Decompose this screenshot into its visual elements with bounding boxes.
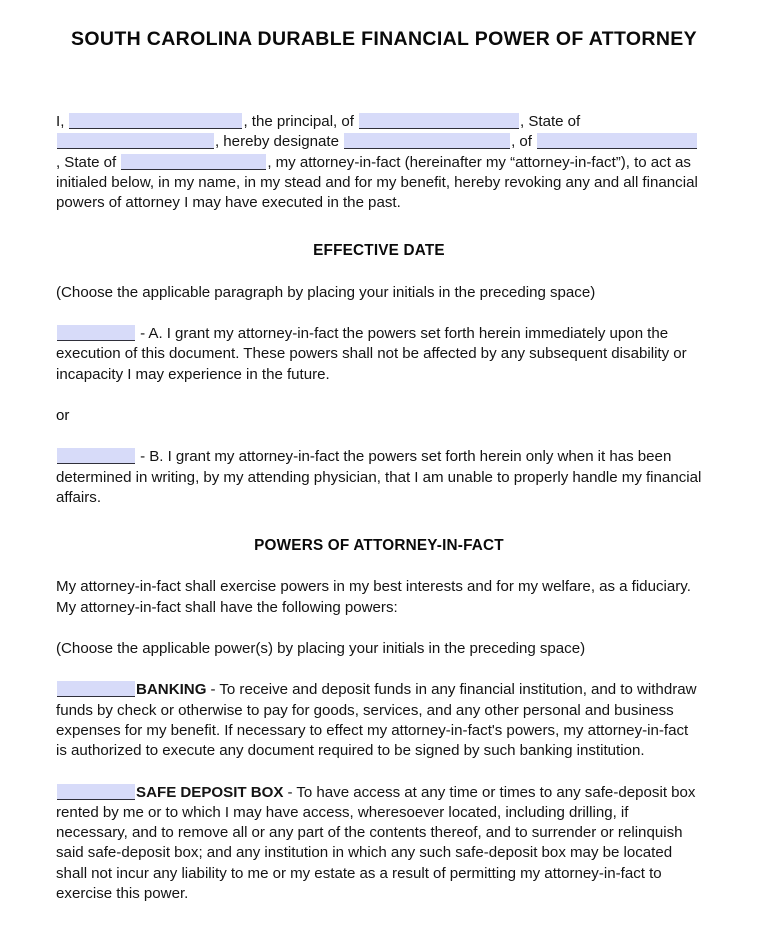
intro-segment-6: , State of [56,153,121,171]
powers-lead-paragraph: My attorney-in-fact shall exercise powers in my best interests and for my welfare, as a fiduciary. My attorney-in-fact shall have the following powers: [56,578,691,616]
intro-segment-3: , State of [520,113,581,130]
intro-segment-7: , my attorney-in-fact (hereinafter my “attorney-in-fact”), to act as initialed below, in my name, in my stead and for my benefit, hereby revoking any and all financial powers of attorney I may have executed in the past. [56,153,698,212]
banking-label: BANKING [136,681,207,699]
principal-state-field[interactable] [57,133,214,149]
powers-instruction: (Choose the applicable power(s) by placing your initials in the preceding space) [56,640,586,658]
option-a-initials-field[interactable] [57,325,135,341]
intro-segment-2: , the principal, of [243,113,359,130]
safe-deposit-box-initials-field[interactable] [57,784,135,800]
power-item-banking [56,680,702,761]
document-body [56,112,702,904]
powers-heading: POWERS OF ATTORNEY-IN-FACT [254,537,504,555]
or-separator: or [56,406,70,424]
effective-date-option-a [56,324,702,385]
effective-date-heading: EFFECTIVE DATE [313,242,445,260]
intro-segment-5: , of [511,133,537,151]
power-item-safe-deposit-box [56,783,702,905]
option-a-text: - A. I grant my attorney-in-fact the powers set forth herein immediately upon the execution of this document. These powers shall not be affected by any subsequent disability or incapacity I may experience in the future. [56,325,687,383]
intro-segment-1: I, [56,113,69,130]
agent-state-field[interactable] [121,154,266,170]
option-b-text: - B. I grant my attorney-in-fact the powers set forth herein only when it has been determined in writing, by my attending physician, that I am unable to properly handle my financial affairs. [56,448,702,506]
intro-segment-4: , hereby designate [215,133,344,151]
agent-city-field[interactable] [537,133,697,149]
principal-city-field[interactable] [359,113,519,129]
banking-initials-field[interactable] [57,681,135,697]
effective-date-option-b [56,447,702,508]
agent-name-field[interactable] [344,133,510,149]
effective-date-instruction: (Choose the applicable paragraph by placing your initials in the preceding space) [56,283,596,301]
safe-deposit-box-label: SAFE DEPOSIT BOX [136,783,284,801]
option-b-initials-field[interactable] [57,448,135,464]
intro-paragraph [56,112,702,213]
principal-name-field[interactable] [69,113,242,129]
banking-text: - To receive and deposit funds in any financial institution, and to withdraw funds by check or otherwise to pay for goods, services, and any other personal and business expenses for my benefit. If necessary to effect my attorney-in-fact's powers, my attorney-in-fact is authorized to execute any document required to be signed by such banking institution. [56,681,697,760]
page-title: SOUTH CAROLINA DURABLE FINANCIAL POWER OF ATTORNEY [71,28,697,50]
safe-deposit-box-text: - To have access at any time or times to any safe-deposit box rented by me or to which I may have access, wheresoever located, including drilling, if necessary, and to remove all or any part of the contents thereof, and to surrender or relinquish said safe-deposit box; and any institution in which any such safe-deposit box may be located shall not incur any liability to me or my estate as a result of permitting my attorney-in-fact to exercise this power. [56,783,696,903]
